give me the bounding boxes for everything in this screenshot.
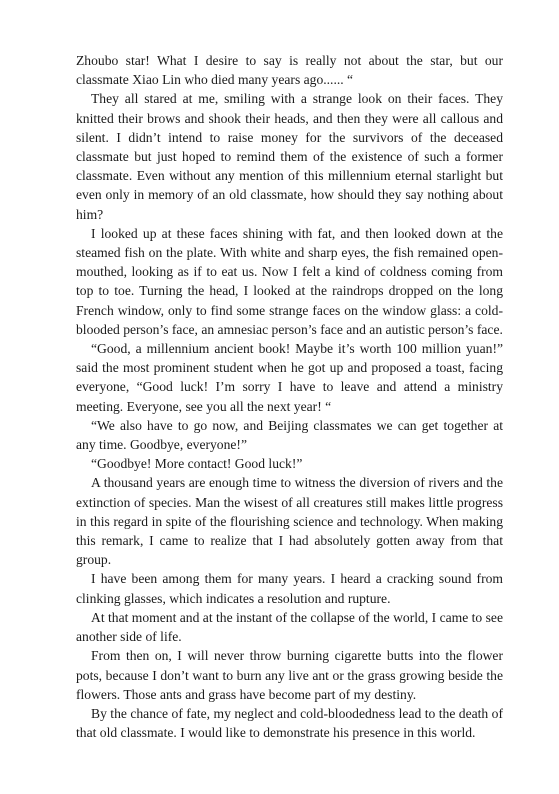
paragraph: I looked up at these faces shining with fat, and then looked down at the steamed fish on the plate. With white and sharp eyes, the fish remained open-mouthed, looking as if to eat us. Now I felt a kind of coldness coming from top to toe. Turning the head, I looked at the raindrops dropped on the long French window, only to find some strange faces on the window glass: a cold-blooded person’s face, an amnesiac person’s face and an autistic person’s face. [76,225,503,337]
paragraph-continued: Zhoubo star! What I desire to say is really not about the star, but our classmate Xiao Lin who died many years ago...... “ [76,53,503,88]
paragraph: At that moment and at the instant of the collapse of the world, I came to see another side of life. [76,609,503,645]
paragraph: “We also have to go now, and Beijing classmates we can get together at any time. Goodbye, everyone!” [76,417,503,453]
paragraph: I have been among them for many years. I heard a cracking sound from clinking glasses, which indicates a resolution and rupture. [76,571,503,606]
paragraph: “Good, a millennium ancient book! Maybe it’s worth 100 million yuan!” said the most prominent student when he got up and proposed a toast, facing everyone, “Good luck! I’m sorry I have to leave and attend a ministry meeting. Everyone, see you all the next year! “ [76,341,503,414]
paragraph: A thousand years are enough time to witness the diversion of rivers and the extinction of species. Man the wisest of all creatures still makes little progress in this regard in spite of the flourishing science and technology. When making this remark, I came to realize that I had absolutely gotten away from that group. [76,475,503,568]
paragraph: They all stared at me, smiling with a strange look on their faces. They knitted their brows and shook their heads, and then they were all callous and silent. I didn’t intend to raise money for the survivors of the deceased classmate but just hoped to remind them of the existence of such a former classmate. Even without any mention of this millennium eternal starlight but even only in memory of an old classmate, how should they say nothing about him? [76,91,503,222]
paragraph: “Goodbye! More contact! Good luck!” [91,456,303,472]
paragraph: From then on, I will never throw burning cigarette butts into the flower pots, because I don’t want to burn any live ant or the grass growing beside the flowers. Those ants and grass have become part of my destiny. [76,648,503,702]
page-body [76,51,503,742]
paragraph: By the chance of fate, my neglect and cold-bloodedness lead to the death of that old classmate. I would like to demonstrate his presence in this world. [76,705,503,741]
